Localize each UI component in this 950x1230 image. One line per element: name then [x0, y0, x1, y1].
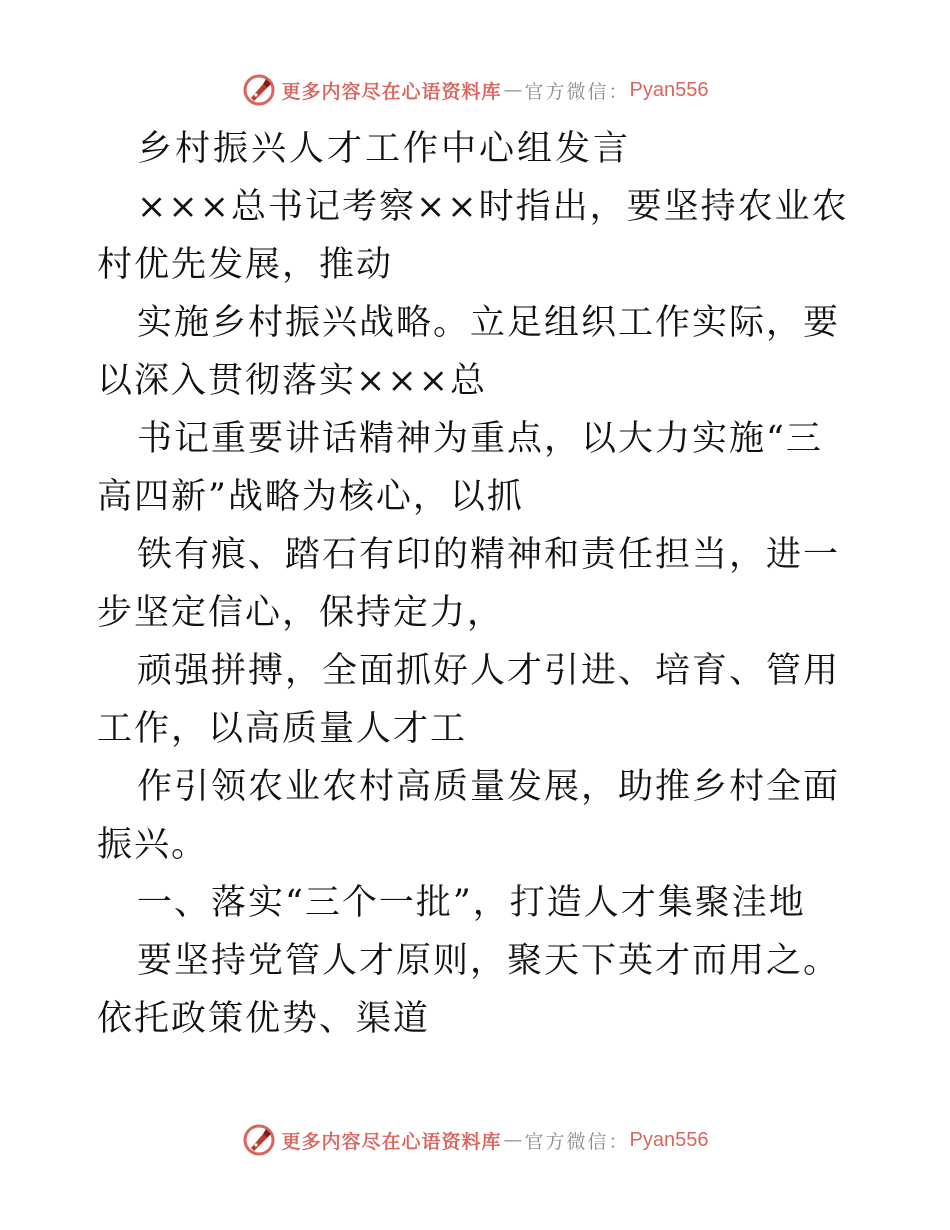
banner-wechat-id: Pyan556 [629, 78, 709, 101]
paragraph: 顽强拼搏，全面抓好人才引进、培育、管用工作，以高质量人才工 [97, 651, 841, 749]
banner-dash: — [503, 1129, 523, 1151]
paragraph: 实施乡村振兴战略。立足组织工作实际，要以深入贯彻落实×××总 [97, 303, 841, 401]
paragraph: 要坚持党管人才原则，聚天下英才而用之。依托政策优势、渠道 [97, 941, 841, 1039]
banner-dash: — [503, 79, 523, 101]
banner-library-text: 更多内容尽在心语资料库 [281, 1130, 502, 1153]
paragraph: 铁有痕、踏石有印的精神和责任担当，进一步坚定信心，保持定力， [97, 535, 841, 633]
banner-wechat-label: 官方微信： [524, 1130, 630, 1153]
pen-nib-logo-icon [242, 73, 276, 107]
pen-nib-logo-icon [242, 1123, 276, 1157]
document-title: 乡村振兴人才工作中心组发言 [137, 129, 632, 169]
paragraph: 作引领农业农村高质量发展，助推乡村全面振兴。 [97, 767, 841, 865]
header-banner [0, 68, 950, 112]
document-body [97, 120, 857, 1048]
banner-library-text: 更多内容尽在心语资料库 [281, 80, 502, 103]
paragraph: 书记重要讲话精神为重点，以大力实施“三高四新”战略为核心，以抓 [97, 419, 823, 517]
banner-wechat-label: 官方微信： [524, 80, 630, 103]
banner-wechat-id: Pyan556 [629, 1128, 709, 1151]
footer-banner [0, 1118, 950, 1162]
paragraph: ×××总书记考察××时指出，要坚持农业农村优先发展，推动 [97, 187, 849, 285]
section-heading: 一、落实“三个一批”，打造人才集聚洼地 [137, 883, 806, 923]
